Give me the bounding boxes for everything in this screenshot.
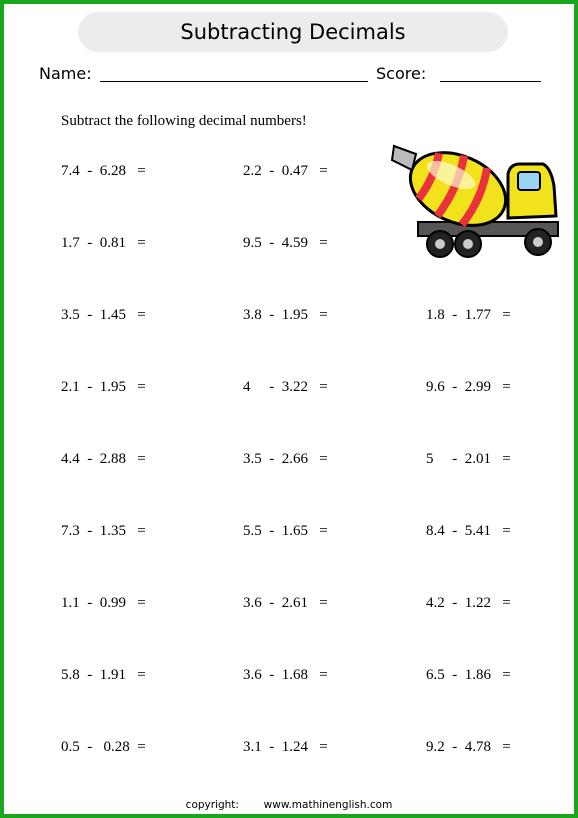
problem: 7.3 - 1.35 = bbox=[61, 523, 146, 539]
problem: 3.5 - 2.66 = bbox=[243, 451, 328, 467]
name-label: Name: bbox=[39, 64, 92, 83]
problem: 5.5 - 1.65 = bbox=[243, 523, 328, 539]
name-field[interactable] bbox=[100, 81, 368, 82]
copyright-label: copyright: bbox=[185, 799, 239, 811]
page-title bbox=[78, 12, 508, 52]
problem: 3.6 - 1.68 = bbox=[243, 667, 328, 683]
footer bbox=[4, 799, 574, 811]
problem: 4 - 3.22 = bbox=[243, 379, 328, 395]
title-text: Subtracting Decimals bbox=[180, 20, 406, 44]
problem: 6.5 - 1.86 = bbox=[426, 667, 511, 683]
problem: 9.6 - 2.99 = bbox=[426, 379, 511, 395]
cement-mixer-truck-icon bbox=[388, 134, 566, 266]
instructions: Subtract the following decimal numbers! bbox=[61, 113, 307, 129]
problem: 9.5 - 4.59 = bbox=[243, 235, 328, 251]
problem: 1.1 - 0.99 = bbox=[61, 595, 146, 611]
problem: 3.1 - 1.24 = bbox=[243, 739, 328, 755]
problem: 1.7 - 0.81 = bbox=[61, 235, 146, 251]
problem: 3.6 - 2.61 = bbox=[243, 595, 328, 611]
problem: 3.8 - 1.95 = bbox=[243, 307, 328, 323]
problem: 2.2 - 0.47 = bbox=[243, 163, 328, 179]
problem: 4.2 - 1.22 = bbox=[426, 595, 511, 611]
problem: 5 - 2.01 = bbox=[426, 451, 511, 467]
problem: 2.1 - 1.95 = bbox=[61, 379, 146, 395]
problem: 8.4 - 5.41 = bbox=[426, 523, 511, 539]
problem: 7.4 - 6.28 = bbox=[61, 163, 146, 179]
problem: 0.5 - 0.28 = bbox=[61, 739, 146, 755]
problem: 3.5 - 1.45 = bbox=[61, 307, 146, 323]
website-link[interactable]: www.mathinenglish.com bbox=[263, 799, 393, 811]
problem: 5.8 - 1.91 = bbox=[61, 667, 146, 683]
score-field[interactable] bbox=[440, 81, 541, 82]
problem: 9.2 - 4.78 = bbox=[426, 739, 511, 755]
score-label: Score: bbox=[376, 64, 427, 83]
problem: 4.4 - 2.88 = bbox=[61, 451, 146, 467]
problem: 1.8 - 1.77 = bbox=[426, 307, 511, 323]
